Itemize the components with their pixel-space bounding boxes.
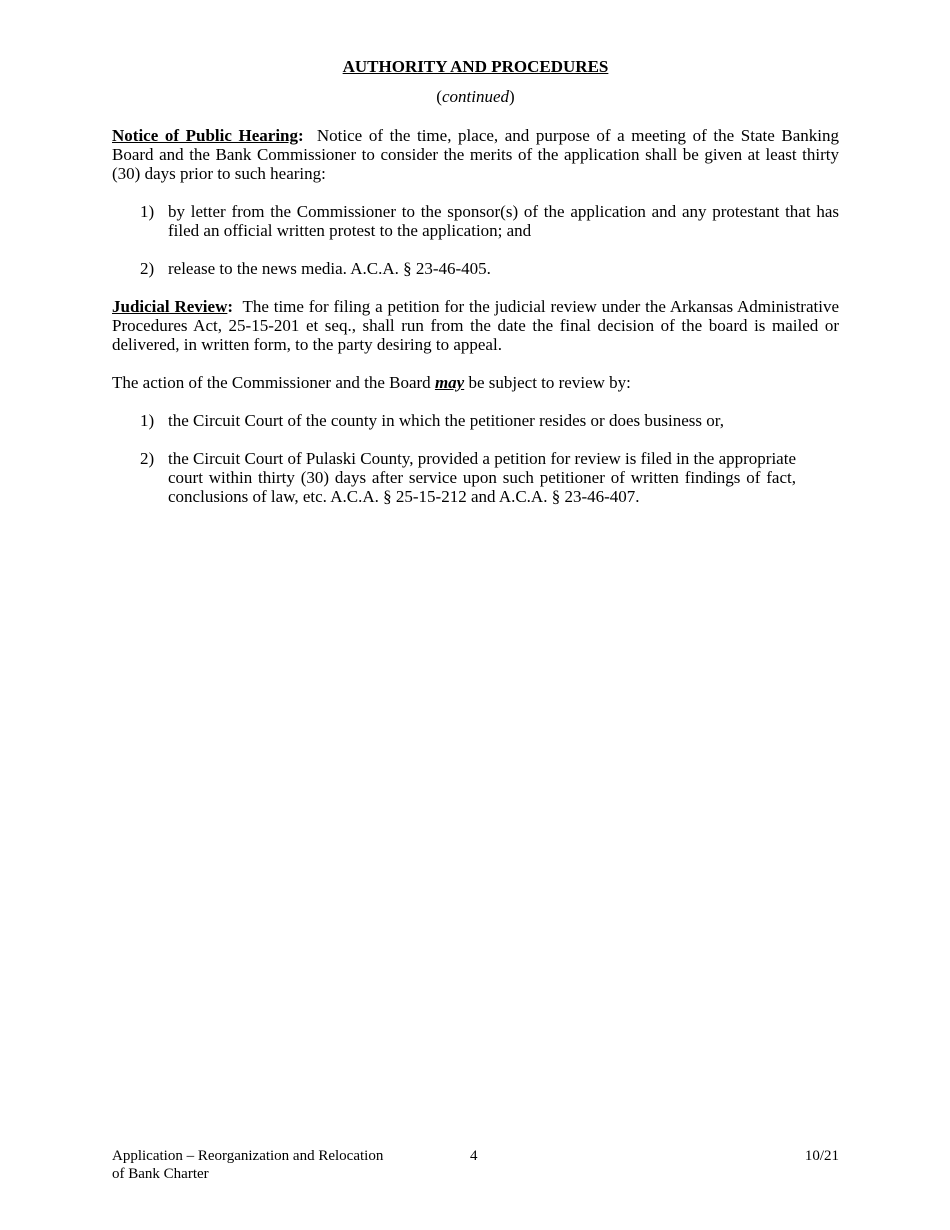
footer-date: 10/21 — [804, 1148, 839, 1164]
review-text-after: be subject to review by: — [464, 373, 631, 392]
page-number: 4 — [470, 1148, 478, 1164]
list-number: 1) — [140, 202, 155, 221]
judicial-heading — [112, 297, 233, 316]
review-paragraph — [112, 373, 839, 392]
list-text: the Circuit Court of Pulaski County, provided a petition for review is filed in the appropriate court within thirty (30) days after service upon such petitioner of written findings of fact, conclusions of law, etc. A.C.A. § 25-15-212 and A.C.A. § 23-46-407. — [168, 449, 796, 506]
paren-open: ( — [436, 87, 442, 106]
review-text-before: The action of the Commissioner and the Board — [112, 373, 435, 392]
judicial-colon: : — [227, 297, 234, 316]
judicial-text: The time for filing a petition for the judicial review under the Arkansas Administrative Procedures Act, 25-15-201 et seq., shall run from the date the final decision of the board is mailed or delivered, in written form, to the party desiring to appeal. — [112, 297, 839, 354]
list-text: release to the news media. A.C.A. § 23-46-405. — [168, 259, 491, 278]
footer-document-title — [112, 1147, 412, 1183]
notice-list-item — [140, 259, 839, 278]
footer-title-line2: of Bank Charter — [112, 1166, 209, 1182]
notice-list-item — [140, 202, 839, 240]
page-title: AUTHORITY AND PROCEDURES — [342, 57, 609, 76]
footer-title-line1: Application – Reorganization and Relocation — [112, 1148, 384, 1164]
list-text: by letter from the Commissioner to the sponsor(s) of the application and any protestant that has filed an official written protest to the application; and — [168, 202, 839, 240]
continued-label: continued — [441, 87, 510, 106]
list-number: 1) — [140, 411, 155, 430]
judicial-heading-text: Judicial Review — [112, 297, 228, 316]
review-list-item — [140, 449, 796, 506]
list-number: 2) — [140, 259, 155, 278]
review-list-item — [140, 411, 839, 430]
judicial-paragraph — [112, 297, 839, 354]
notice-text: Notice of the time, place, and purpose of a meeting of the State Banking Board and the Bank Commissioner to consider the merits of the application shall be given at least thirty (30) days prior to such hearing: — [112, 126, 839, 183]
notice-colon: : — [298, 126, 304, 145]
notice-heading-text: Notice of Public Hearing — [112, 126, 299, 145]
notice-paragraph — [112, 126, 839, 183]
paren-close: ) — [509, 87, 515, 106]
page-subtitle — [112, 87, 839, 107]
notice-heading — [112, 126, 304, 145]
review-emphasis: may — [434, 373, 465, 392]
list-text: the Circuit Court of the county in which the petitioner resides or does business or, — [168, 411, 724, 430]
list-number: 2) — [140, 449, 155, 468]
